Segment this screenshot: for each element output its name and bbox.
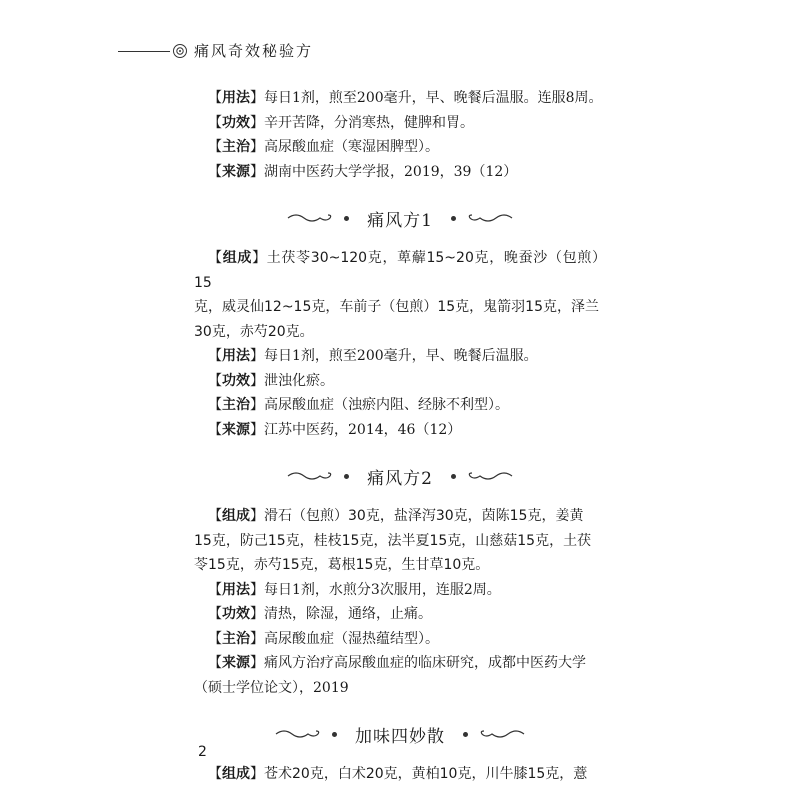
intro-usage: 【用法】每日1剂，煎至200毫升，早、晚餐后温服。连服8周。 — [208, 90, 603, 106]
item-text: 高尿酸血症（湿热蕴结型）。 — [264, 630, 439, 647]
recipe-indication: 【主治】高尿酸血症（浊瘀内阻、经脉不利型）。 — [208, 397, 509, 413]
composition-line: 苓15克，赤芍15克，葛根15克，生甘草10克。 — [194, 557, 490, 573]
item-label: 来源 — [222, 655, 250, 671]
recipe-source: 【来源】江苏中医药，2014，46（12） — [208, 421, 462, 438]
item-label: 主治 — [222, 139, 250, 155]
recipe-2 — [194, 504, 606, 700]
item-text: 每日1剂，煎至200毫升，早、晚餐后温服。连服8周。 — [264, 90, 603, 106]
recipe-composition: 【组成】苍术20克，白术20克，黄柏10克，川牛膝15克，薏 — [208, 766, 588, 782]
left-ornament-icon — [286, 469, 338, 483]
recipe-usage: 【用法】每日1剂，水煎分3次服用，连服2周。 — [208, 581, 501, 598]
item-label: 主治 — [222, 630, 250, 647]
intro-source: 【来源】湖南中医药大学学报，2019，39（12） — [208, 163, 518, 180]
item-label: 用法 — [222, 348, 250, 364]
running-header — [118, 40, 458, 62]
item-label: 组成 — [222, 508, 250, 524]
intro-block — [194, 86, 606, 184]
ornament-dot — [344, 216, 349, 221]
right-ornament-icon — [474, 727, 526, 741]
left-ornament-icon — [286, 211, 338, 225]
item-label: 来源 — [222, 163, 250, 180]
recipe-effect: 【功效】清热，除湿，通络，止痛。 — [208, 606, 432, 622]
item-label: 功效 — [222, 372, 250, 389]
section-title-3 — [194, 720, 606, 748]
section-title-1 — [194, 204, 606, 232]
item-text: 泄浊化瘀。 — [264, 372, 334, 389]
item-text: 江苏中医药，2014，46（12） — [264, 421, 462, 438]
item-label: 组成 — [222, 766, 250, 782]
recipe-title: 痛风方2 — [367, 468, 433, 489]
header-ornament-icon — [172, 43, 188, 59]
item-label: 组成 — [222, 250, 253, 266]
composition-line: 30克，赤芍20克。 — [194, 323, 314, 340]
recipe-source: 【来源】痛风方治疗高尿酸血症的临床研究，成都中医药大学 （硕士学位论文），2019 — [194, 655, 586, 696]
item-label: 用法 — [222, 581, 250, 598]
left-ornament-icon — [274, 727, 326, 741]
right-ornament-icon — [462, 211, 514, 225]
recipe-composition: 【组成】土茯苓30~120克，萆薢15~20克，晚蚕沙（包煎）15 克，威灵仙12~15克，车前子（包煎）15克，鬼箭羽15克，泽兰 30克，赤芍20克。 — [194, 250, 607, 340]
recipe-usage: 【用法】每日1剂，煎至200毫升，早、晚餐后温服。 — [208, 348, 538, 364]
intro-indication: 【主治】高尿酸血症（寒湿困脾型）。 — [208, 139, 439, 155]
right-ornament-icon — [462, 469, 514, 483]
ornament-dot — [344, 474, 349, 479]
ornament-dot — [332, 732, 337, 737]
item-text: 湖南中医药大学学报，2019，39（12） — [264, 163, 518, 180]
item-text: 清热，除湿，通络，止痛。 — [264, 606, 432, 622]
section-title-2 — [194, 462, 606, 490]
page-number: 2 — [198, 744, 207, 760]
recipe-effect: 【功效】泄浊化瘀。 — [208, 372, 334, 389]
recipe-indication: 【主治】高尿酸血症（湿热蕴结型）。 — [208, 630, 439, 647]
intro-effect: 【功效】辛开苦降，分消寒热，健脾和胃。 — [208, 114, 474, 131]
recipe-title: 痛风方1 — [367, 210, 433, 231]
item-text: 高尿酸血症（寒湿困脾型）。 — [264, 139, 439, 155]
composition-line: 土茯苓30~120克，萆薢15~20克，晚蚕沙（包煎）15 — [194, 250, 607, 291]
composition-line: 克，威灵仙12~15克，车前子（包煎）15克，鬼箭羽15克，泽兰 — [194, 299, 599, 315]
recipe-title: 加味四妙散 — [355, 726, 445, 747]
item-label: 用法 — [222, 90, 250, 106]
composition-line: 苍术20克，白术20克，黄柏10克，川牛膝15克，薏 — [264, 766, 588, 782]
item-label: 功效 — [222, 606, 250, 622]
item-text: 辛开苦降，分消寒热，健脾和胃。 — [264, 114, 474, 131]
recipe-3 — [194, 762, 606, 787]
header-rule — [118, 51, 170, 52]
item-label: 主治 — [222, 397, 250, 413]
ornament-dot — [463, 732, 468, 737]
ornament-dot — [451, 474, 456, 479]
item-label: 来源 — [222, 421, 250, 438]
item-text-continued: （硕士学位论文），2019 — [194, 679, 349, 696]
composition-line: 15克，防己15克，桂枝15克，法半夏15克，山慈菇15克，土茯 — [194, 532, 592, 549]
item-text: 每日1剂，煎至200毫升，早、晚餐后温服。 — [264, 348, 538, 364]
page-content — [194, 86, 606, 787]
item-text: 每日1剂，水煎分3次服用，连服2周。 — [264, 581, 501, 598]
item-text: 痛风方治疗高尿酸血症的临床研究，成都中医药大学 — [264, 655, 586, 671]
composition-line: 滑石（包煎）30克，盐泽泻30克，茵陈15克，姜黄 — [264, 508, 584, 524]
item-label: 功效 — [222, 114, 250, 131]
item-text: 高尿酸血症（浊瘀内阻、经脉不利型）。 — [264, 397, 509, 413]
header-title: 痛风奇效秘验方 — [194, 42, 314, 60]
recipe-composition: 【组成】滑石（包煎）30克，盐泽泻30克，茵陈15克，姜黄 15克，防己15克，桂枝15克，法半夏15克，山慈菇15克，土茯 苓15克，赤芍15克，葛根15克，生甘草10克。 — [194, 508, 592, 573]
ornament-dot — [451, 216, 456, 221]
recipe-1 — [194, 246, 606, 442]
